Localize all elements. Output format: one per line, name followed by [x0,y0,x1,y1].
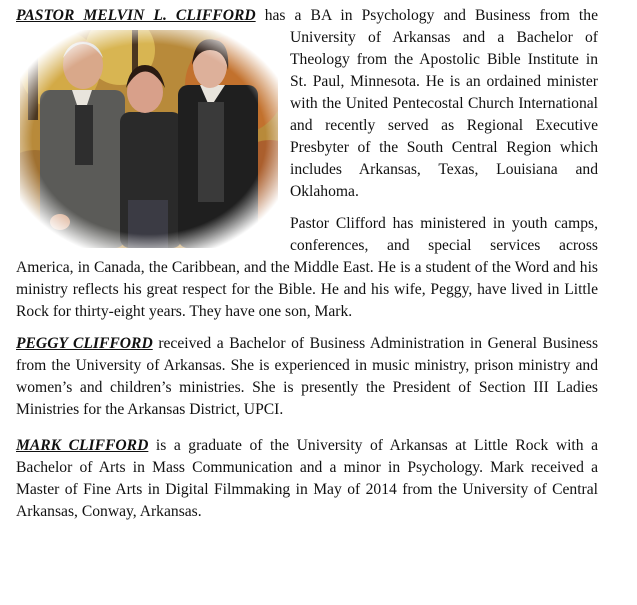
peggy-bio: received a Bachelor of Business Administration in General Business from the University of Arkansas. She is experienced in music ministry, prison ministry and women’s and children’s ministries. She is presently the President of Section III Ladies Ministries for the Arkansas District, UPCI. [16,335,599,418]
melvin-bio-continued: University of Arkansas and a Bachelor of Theology from the Apostolic Bible Institute in St. Paul, Minnesota. He is an ordained minister with the United Pentecostal Church International and recently served as Regional Executive Presbyter of the South Central Region which includes Arkansas, Texas, Louisiana and Oklahoma. [290,29,598,200]
family-photo [20,30,278,248]
melvin-intro-paragraph [16,5,598,27]
document-page [16,5,598,537]
mark-name: MARK CLIFFORD [16,437,149,454]
melvin-name: PASTOR MELVIN L. CLIFFORD [16,7,256,24]
mark-paragraph [16,435,598,523]
peggy-name: PEGGY CLIFFORD [16,335,153,352]
peggy-paragraph [16,333,598,421]
family-photo-icon [20,30,278,248]
melvin-bio: has a BA in Psychology and Business from the [255,7,598,24]
mark-bio: is a graduate of the University of Arkansas at Little Rock with a Bachelor of Arts in Mass Communication and a minor in Psychology. Mark received a Master of Fine Arts in Digital Filmmaking in May of 2014 from the University of Central Arkansas, Conway, Arkansas. [16,437,599,520]
melvin-ministry-paragraph: Pastor Clifford has ministered in youth camps, conferences, and special services across America, in Canada, the Caribbean, and the Middle East. He is a student of the Word and his ministry reflects his great respect for the Bible. He and his wife, Peggy, have lived in Little Rock for thirty-eight years. They have one son, Mark. [16,215,598,320]
